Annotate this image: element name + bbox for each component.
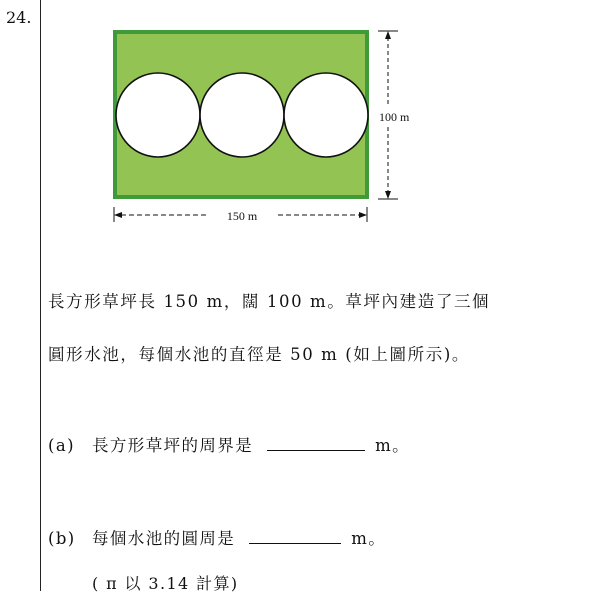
question-number: 24. — [6, 8, 32, 27]
problem-line-2: 圓形水池，每個水池的直徑是 50 m (如上圖所示)。 — [48, 345, 470, 364]
part-a-answer-blank[interactable] — [267, 449, 365, 451]
height-arrow-up — [385, 31, 391, 39]
margin-line — [40, 0, 41, 591]
part-a-text: 長方形草坪的周界是 — [92, 436, 254, 455]
height-arrow-down — [385, 191, 391, 199]
pi-note: ( π 以 3.14 計算) — [92, 574, 239, 593]
problem-line-1: 長方形草坪長 150 m，闊 100 m。草坪內建造了三個 — [48, 292, 491, 311]
width-arrow-left — [114, 212, 122, 218]
part-a-unit: m。 — [375, 436, 411, 455]
pool-circle-3 — [284, 73, 368, 157]
pool-circle-1 — [116, 73, 200, 157]
part-b-label: (b) — [48, 529, 76, 548]
part-b-text: 每個水池的圓周是 — [92, 529, 236, 548]
part-b-answer-blank[interactable] — [249, 542, 341, 544]
lawn-figure — [100, 24, 440, 230]
width-arrow-right — [359, 212, 367, 218]
pool-circle-2 — [200, 73, 284, 157]
part-b-unit: m。 — [351, 529, 387, 548]
part-a-label: (a) — [48, 436, 75, 455]
part-b — [48, 525, 386, 549]
height-label: 100 m — [379, 110, 410, 124]
width-label: 150 m — [226, 209, 258, 223]
part-a — [48, 432, 410, 456]
